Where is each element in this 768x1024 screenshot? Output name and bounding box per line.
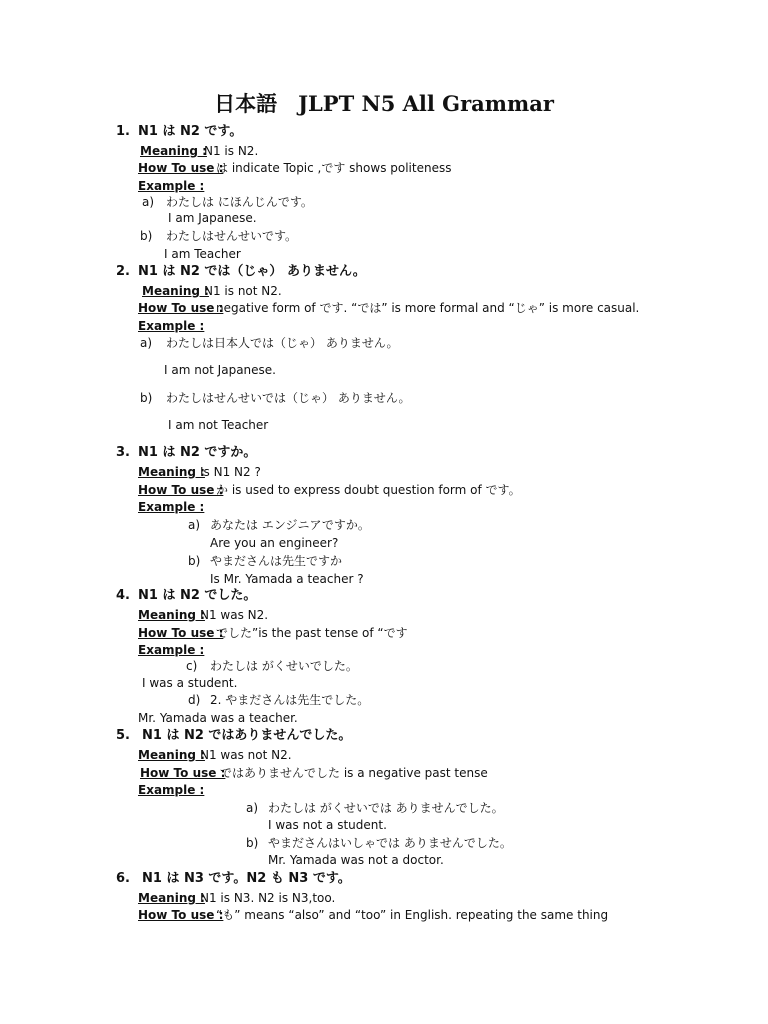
- example-japanese: わたしはせんせいです。: [166, 229, 298, 243]
- section-number: 3.: [116, 445, 130, 460]
- example-japanese: 2. やまださんは先生でした。: [210, 693, 370, 707]
- example-marker: a): [142, 195, 155, 209]
- example-japanese: わたしは がくせいでは ありませんでした。: [268, 801, 504, 815]
- example-marker: c): [186, 659, 198, 673]
- example-marker: b): [140, 229, 153, 243]
- example-japanese: わたしは がくせいでした。: [210, 659, 358, 673]
- howto-text: ではありませんでした is a negative past tense: [220, 766, 488, 780]
- section-heading: N1 は N2 です。: [138, 124, 243, 139]
- example-label: Example :: [138, 319, 205, 333]
- meaning-text: N1 was N2.: [200, 608, 269, 622]
- example-english: Mr. Yamada was not a doctor.: [268, 853, 444, 867]
- example-japanese: わたしは日本人では（じゃ） ありません。: [166, 336, 399, 350]
- section-number: 5.: [116, 728, 130, 743]
- howto-text: negative form of です. “では” is more formal and “じゃ” is more casual.: [216, 301, 640, 315]
- example-english: I am not Teacher: [168, 418, 269, 432]
- example-marker: b): [188, 554, 201, 568]
- howto-text: “も” means “also” and “too” in English. repeating the same thing: [216, 908, 609, 922]
- section-heading: N1 は N2 ですか。: [138, 445, 257, 460]
- section-heading: N1 は N3 です。N2 も N3 です。: [142, 871, 351, 886]
- example-english: I am Teacher: [164, 247, 241, 261]
- howto-text: は indicate Topic ,です shows politeness: [216, 161, 452, 175]
- example-label: Example :: [138, 783, 205, 797]
- example-english: Are you an engineer?: [210, 536, 339, 550]
- example-english: I am not Japanese.: [164, 363, 276, 377]
- meaning-text: N1 is N3. N2 is N3,too.: [200, 891, 336, 905]
- section-heading: N1 は N2 でした。: [138, 588, 257, 603]
- meaning-label: Meaning :: [138, 465, 205, 479]
- example-label: Example :: [138, 500, 205, 514]
- meaning-label: Meaning :: [138, 748, 205, 762]
- section-number: 4.: [116, 588, 130, 603]
- section-heading: N1 は N2 ではありませんでした。: [142, 728, 352, 743]
- example-english: I am Japanese.: [168, 211, 257, 225]
- section-number: 2.: [116, 264, 130, 279]
- example-english: Is Mr. Yamada a teacher ?: [210, 572, 364, 586]
- howto-label: How To use :: [138, 626, 224, 640]
- howto-label: How To use :: [138, 301, 224, 315]
- example-japanese: わたしは にほんじんです。: [166, 195, 313, 209]
- example-english: I was a student.: [142, 676, 238, 690]
- section-number: 1.: [116, 124, 130, 139]
- example-marker: b): [246, 836, 259, 850]
- section-heading: N1 は N2 では（じゃ） ありません。: [138, 264, 366, 279]
- example-japanese: やまださんはいしゃでは ありませんでした。: [268, 836, 512, 850]
- example-japanese: やまださんは先生ですか: [210, 554, 343, 568]
- meaning-text: N1 was not N2.: [200, 748, 292, 762]
- howto-label: How To use :: [138, 483, 224, 497]
- meaning-label: Meaning :: [138, 891, 205, 905]
- howto-label: How To use :: [140, 766, 226, 780]
- howto-text: でした”is the past tense of “です: [216, 626, 408, 640]
- meaning-text: Is N1 N2 ?: [200, 465, 261, 479]
- example-marker: a): [246, 801, 259, 815]
- example-label: Example :: [138, 179, 205, 193]
- meaning-text: N1 is not N2.: [204, 284, 282, 298]
- example-label: Example :: [138, 643, 205, 657]
- howto-label: How To use :: [138, 161, 224, 175]
- example-marker: a): [140, 336, 153, 350]
- example-english: I was not a student.: [268, 818, 387, 832]
- document-title: 日本語 JLPT N5 All Grammar: [214, 91, 554, 116]
- howto-label: How To use :: [138, 908, 224, 922]
- example-marker: d): [188, 693, 201, 707]
- meaning-text: N1 is N2.: [204, 144, 259, 158]
- howto-text: か is used to express doubt question form of です。: [216, 483, 521, 497]
- example-japanese: あなたは エンジニアですか。: [210, 518, 370, 532]
- example-marker: a): [188, 518, 201, 532]
- meaning-label: Meaning :: [138, 608, 205, 622]
- meaning-label: Meaning :: [142, 284, 209, 298]
- example-marker: b): [140, 391, 153, 405]
- section-number: 6.: [116, 871, 130, 886]
- example-japanese: わたしはせんせいでは（じゃ） ありません。: [166, 391, 411, 405]
- example-english: Mr. Yamada was a teacher.: [138, 711, 298, 725]
- meaning-label: Meaning :: [140, 144, 207, 158]
